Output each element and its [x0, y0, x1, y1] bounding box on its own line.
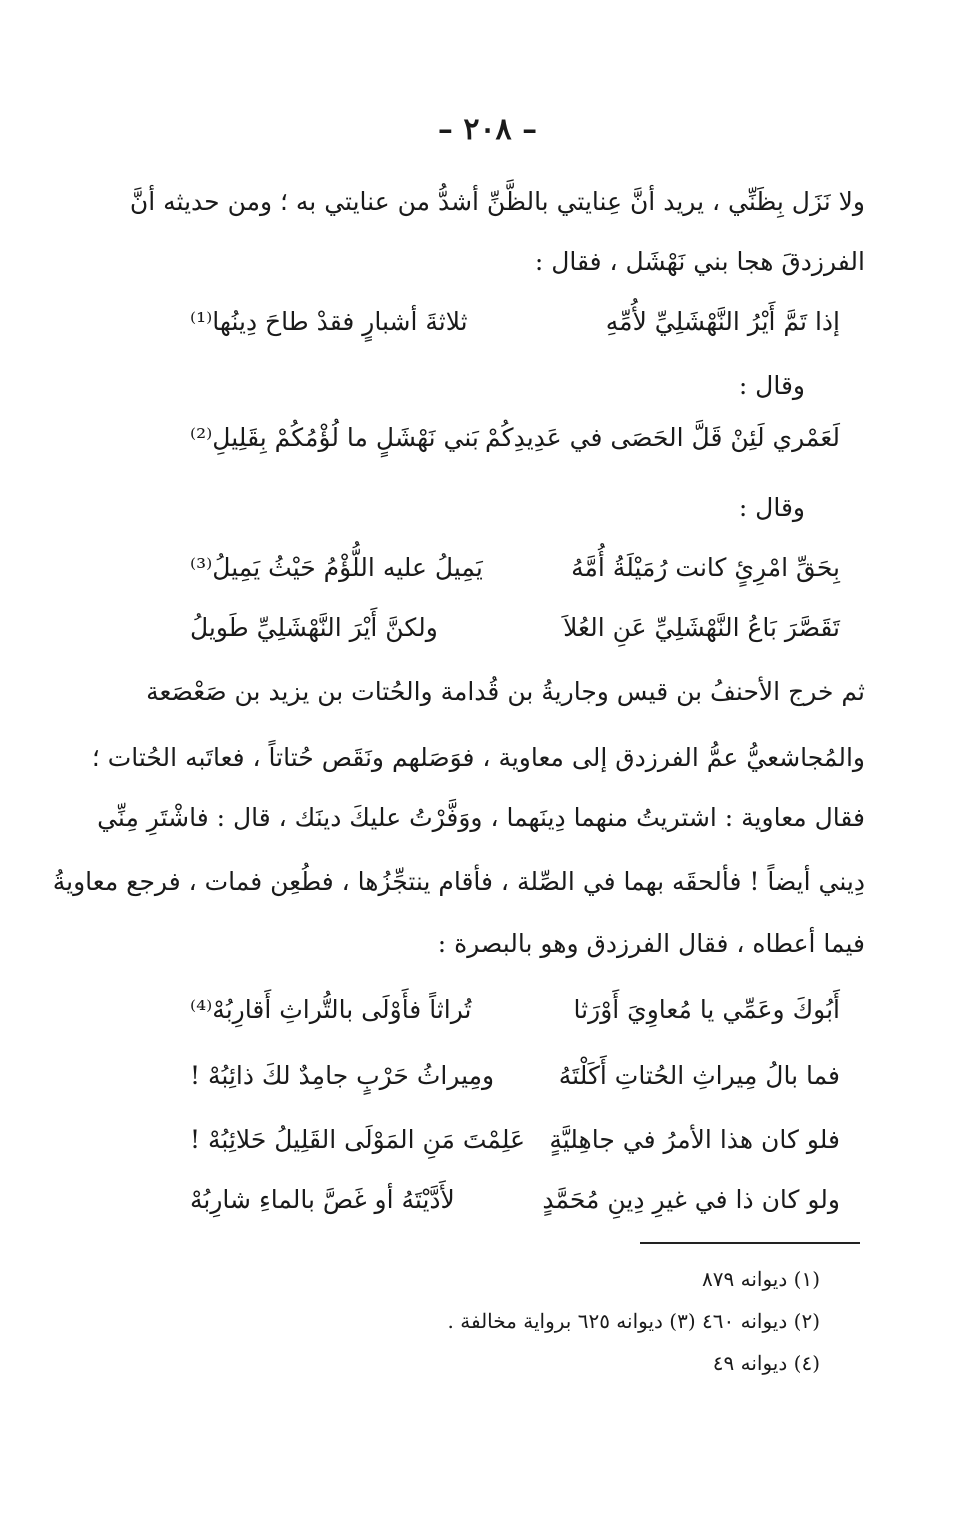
verse-second-hemistich: ومِيراثُ حَرْبٍ جامِدٌ لكَ ذائِبُهْ !: [190, 1061, 495, 1090]
verse: [190, 546, 840, 590]
verse-first-hemistich: ولو كان ذا في غيرِ دِينِ مُحَمَّدٍ: [542, 1185, 840, 1214]
verse: [190, 1054, 840, 1098]
said-label: وقال :: [738, 493, 805, 522]
verse-second-hemistich: عَلِمْتَ مَنِ المَوْلَى القَلِيلُ حَلائِبُهْ !: [190, 1125, 526, 1154]
verse-second-hemistich: لأَدَّيْتَهُ أو غَصَّ بالماءِ شارِبُهْ: [190, 1185, 455, 1214]
verse-second-hemistich: يَمِيلُ عليه اللُّؤْمُ حَيْثُ يَمِيلُ⁽³⁾: [190, 553, 483, 582]
verse: [190, 300, 840, 344]
verse-second-hemistich: ثلاثةَ أشبارٍ فقدْ طاحَ دِينُها⁽¹⁾: [190, 307, 468, 336]
verse-second-hemistich: تُراثاً فأَوْلَى بالتُّراثِ أَقارِبُهْ⁽⁴⁾: [190, 995, 472, 1024]
verse-first-hemistich: فما بالُ مِيراثِ الحُتاتِ أَكَلْتَهُ: [558, 1061, 840, 1090]
said-label: وقال :: [738, 371, 805, 400]
footnote: (٢) ديوانه ٤٦٠ (٣) ديوانه ٦٢٥ برواية مخالفة .: [447, 1309, 820, 1333]
verse-first-hemistich: تَقَصَّرَ بَاعُ النَّهْشَلِيِّ عَنِ العُلاَ: [563, 613, 840, 642]
prose-line: الفرزدقَ هجا بني نَهْشَل ، فقال :: [534, 247, 865, 276]
footnote: (١) ديوانه ٨٧٩: [702, 1267, 820, 1291]
verse: [190, 1118, 840, 1162]
verse-first-hemistich: لَعَمْري لَئِنْ قَلَّ الحَصَى في عَدِيدِكُمْ: [485, 423, 840, 452]
verse-second-hemistich: بَني نَهْشَلٍ ما لُؤْمُكُمْ بِقَلِيلِ⁽²⁾: [190, 423, 479, 452]
verse: [190, 606, 840, 650]
verse: [190, 416, 840, 460]
prose-line: ولا نَزَل بِظَنِّي ، يريد أنَّ عِنايتي بالظَّنِّ أشدُّ من عنايتي به ؛ ومن حديثه أنَّ: [129, 187, 865, 216]
footnote-divider: [640, 1242, 860, 1244]
prose-line: دِيني أيضاً ! فألحقَه بهما في الصِّلة ، فأقام ينتجِّزُها ، فطُعِن فمات ، فرجع معاويةُ: [52, 867, 865, 896]
verse: [190, 1178, 840, 1222]
page-number: – ٢٠٨ –: [437, 112, 538, 147]
prose-line: ثم خرج الأحنفُ بن قيس وجاريةُ بن قُدامة والحُتات بن يزيد بن صَعْصَعة: [146, 677, 865, 706]
verse-second-hemistich: ولكنَّ أَيْرَ النَّهْشَلِيِّ طَويلُ: [190, 613, 438, 642]
verse-first-hemistich: أَبُوكَ وعَمِّي يا مُعاوِيَ أَوْرَثا: [573, 995, 840, 1024]
verse-first-hemistich: بِحَقِّ امْرِئٍ كانت رُمَيْلَةُ أُمَّهُ: [571, 553, 840, 582]
prose-line: فقال معاوية : اشتريتُ منهما دِينَهما ، ووَفَّرْتُ عليكَ دينَك ، قال : فاشْتَرِ مِنِّي: [97, 803, 865, 832]
verse: [190, 988, 840, 1032]
prose-line: فيما أعطاه ، فقال الفرزدق وهو بالبصرة :: [437, 929, 865, 958]
verse-first-hemistich: فلو كان هذا الأمرُ في جاهِليَّةٍ: [549, 1125, 840, 1154]
prose-line: والمُجاشعيُّ عمُّ الفرزدق إلى معاوية ، فوَصَلهم ونَقَص حُتاتاً ، فعاتَبه الحُتات ؛: [91, 743, 865, 772]
verse-first-hemistich: إذا تَمَّ أَيْرُ النَّهْشَلِيِّ لأُمِّهِ: [605, 307, 840, 336]
footnote: (٤) ديوانه ٤٩: [712, 1351, 820, 1375]
